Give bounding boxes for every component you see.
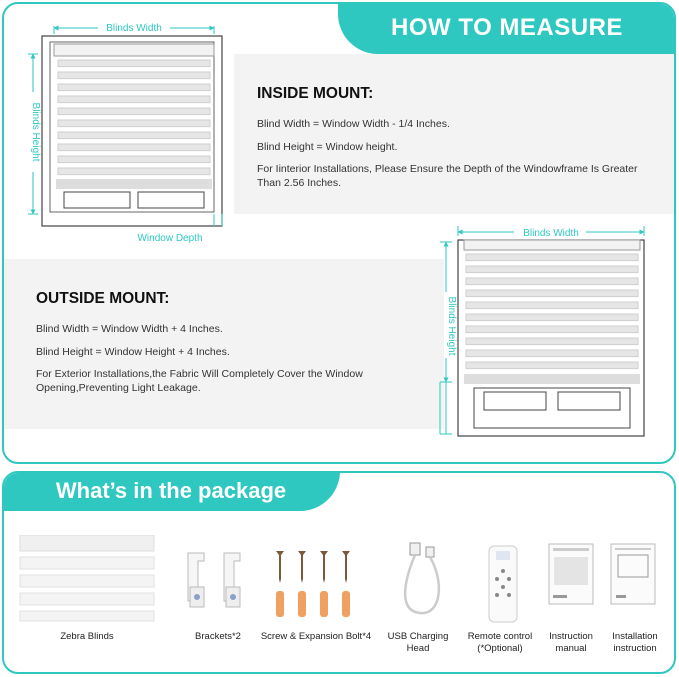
blind-slat [466, 338, 638, 345]
blind-slat [58, 84, 210, 91]
blind-slat [466, 290, 638, 297]
blind-slat [58, 96, 210, 103]
outside-mount-text [36, 289, 426, 405]
window-depth-label: Window Depth [137, 233, 203, 244]
blind-slat [466, 362, 638, 369]
blind-slat [58, 60, 210, 67]
package-item-label: Screw & Expansion Bolt*4 [260, 631, 372, 642]
expansion-bolt [320, 591, 328, 617]
remote-icon [488, 545, 518, 623]
package-item-label: Zebra Blinds [60, 631, 114, 642]
blind-slat [466, 278, 638, 285]
blind-slat [58, 144, 210, 151]
screw [276, 551, 284, 583]
blind-slat [466, 266, 638, 273]
bracket-icon [182, 549, 252, 619]
instruction-sheet-icon [610, 543, 656, 605]
package-item-label: Instruction manual [549, 631, 593, 654]
blinds-height-label: Blinds Height [30, 102, 41, 162]
inside-mount-text [257, 84, 657, 200]
inside-mount-heading: INSIDE MOUNT: [257, 85, 374, 102]
how-to-measure-title: HOW TO MEASURE [338, 2, 676, 54]
package-item-label: USB Charging Head [387, 631, 449, 654]
package-item-label: Remote control (*Optional) [467, 631, 533, 654]
inside-width-formula: Blind Width = Window Width - 1/4 Inches. [257, 118, 450, 131]
outside-mount-diagram [436, 222, 666, 442]
outside-blinds-width-label: Blinds Width [523, 228, 579, 239]
blind-slat [466, 314, 638, 321]
blinds-width-label: Blinds Width [106, 23, 162, 34]
blind-slat [466, 350, 638, 357]
manual-icon [548, 543, 594, 605]
outside-coverage-note: For Exterior Installations,the Fabric Will Completely Cover the Window Opening,Preventing Light Leakage. [36, 368, 363, 395]
blind-slat [58, 156, 210, 163]
screw [320, 551, 328, 583]
outside-mount-heading: OUTSIDE MOUNT: [36, 290, 170, 307]
screw [298, 551, 306, 583]
blind-slat [466, 254, 638, 261]
expansion-bolt [342, 591, 350, 617]
blind-slat [58, 72, 210, 79]
screw [342, 551, 350, 583]
screw-icon [272, 549, 366, 621]
blind-slat [466, 326, 638, 333]
outside-height-formula: Blind Height = Window Height + 4 Inches. [36, 345, 230, 358]
inside-mount-diagram [22, 14, 252, 254]
blind-slat [58, 108, 210, 115]
how-to-measure-panel [2, 2, 676, 464]
blind-slat [58, 168, 210, 175]
inside-depth-note: For Iinterior Installations, Please Ensure the Depth of the Windowframe Is Greater Than 2.56 Inches. [257, 163, 638, 190]
expansion-bolt [298, 591, 306, 617]
blind-slat [466, 302, 638, 309]
usb-cable-icon [394, 541, 450, 621]
outside-width-formula: Blind Width = Window Width + 4 Inches. [36, 323, 223, 336]
zebra-blinds-icon [18, 535, 156, 625]
blind-slat [58, 120, 210, 127]
package-items [4, 535, 676, 655]
package-title: What’s in the package [2, 471, 340, 511]
outside-blinds-height-label: Blinds Height [446, 296, 457, 356]
blind-slat [58, 132, 210, 139]
package-item-label: Brackets*2 [195, 631, 241, 642]
package-panel [2, 471, 676, 674]
inside-height-formula: Blind Height = Window height. [257, 140, 398, 153]
package-item-label: Installation instruction [612, 631, 658, 654]
expansion-bolt [276, 591, 284, 617]
